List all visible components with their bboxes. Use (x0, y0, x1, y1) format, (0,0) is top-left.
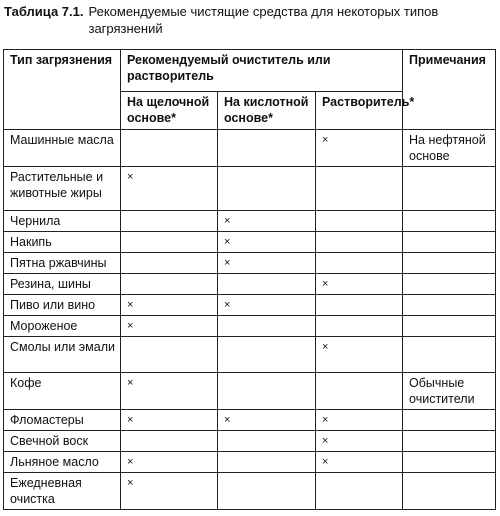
note-cell (403, 211, 496, 232)
table-caption (4, 3, 494, 37)
table-row (4, 373, 496, 410)
note-cell (403, 410, 496, 431)
alkaline-mark-cell: × (121, 410, 218, 431)
dirt-type-cell: Мороженое (4, 316, 121, 337)
note-cell: На нефтяной основе (403, 130, 496, 167)
dirt-type-cell: Машинные масла (4, 130, 121, 167)
table-row (4, 473, 496, 510)
note-cell (403, 253, 496, 274)
table-row (4, 316, 496, 337)
acid-mark-cell (218, 452, 316, 473)
acid-mark-cell (218, 337, 316, 373)
solvent-mark-cell: × (316, 274, 403, 295)
note-cell (403, 337, 496, 373)
dirt-type-cell: Пятна ржавчины (4, 253, 121, 274)
note-cell (403, 167, 496, 211)
solvent-mark-cell (316, 473, 403, 510)
table-row (4, 167, 496, 211)
solvent-mark-cell (316, 253, 403, 274)
table-row (4, 130, 496, 167)
alkaline-mark-cell: × (121, 316, 218, 337)
dirt-type-cell: Накипь (4, 232, 121, 253)
alkaline-mark-cell (121, 274, 218, 295)
note-cell (403, 316, 496, 337)
solvent-mark-cell (316, 295, 403, 316)
table-row (4, 274, 496, 295)
dirt-type-cell: Фломастеры (4, 410, 121, 431)
alkaline-mark-cell (121, 211, 218, 232)
dirt-type-cell: Ежедневная очистка (4, 473, 121, 510)
table-row (4, 211, 496, 232)
acid-mark-cell (218, 473, 316, 510)
dirt-type-cell: Чернила (4, 211, 121, 232)
acid-mark-cell (218, 130, 316, 167)
note-cell (403, 274, 496, 295)
note-cell (403, 295, 496, 316)
caption-text: Рекомендуемые чистящие средства для некоторых типов загрязнений (88, 4, 439, 36)
acid-mark-cell (218, 167, 316, 211)
dirt-type-cell: Растительные и животные жиры (4, 167, 121, 211)
solvent-mark-cell (316, 232, 403, 253)
alkaline-mark-cell: × (121, 295, 218, 316)
cleaners-table (3, 49, 496, 510)
table-row (4, 410, 496, 431)
solvent-mark-cell (316, 211, 403, 232)
caption-label: Таблица 7.1. (4, 4, 84, 19)
acid-mark-cell: × (218, 253, 316, 274)
dirt-type-cell: Пиво или вино (4, 295, 121, 316)
alkaline-mark-cell (121, 130, 218, 167)
table-row (4, 253, 496, 274)
header-notes: Примечания (403, 50, 496, 130)
acid-mark-cell: × (218, 295, 316, 316)
note-cell: Обычные очистители (403, 373, 496, 410)
alkaline-mark-cell: × (121, 167, 218, 211)
solvent-mark-cell: × (316, 130, 403, 167)
solvent-mark-cell: × (316, 337, 403, 373)
acid-mark-cell (218, 373, 316, 410)
header-alkaline: На щелочной основе* (121, 92, 218, 130)
alkaline-mark-cell (121, 253, 218, 274)
header-cleaner: Рекомендуемый очиститель или растворитель (121, 50, 403, 92)
acid-mark-cell: × (218, 211, 316, 232)
note-cell (403, 232, 496, 253)
acid-mark-cell (218, 274, 316, 295)
acid-mark-cell (218, 316, 316, 337)
acid-mark-cell (218, 431, 316, 452)
acid-mark-cell: × (218, 232, 316, 253)
table-row (4, 431, 496, 452)
table-row (4, 337, 496, 373)
note-cell (403, 473, 496, 510)
header-solvent: Растворитель* (316, 92, 403, 130)
alkaline-mark-cell (121, 337, 218, 373)
solvent-mark-cell: × (316, 431, 403, 452)
acid-mark-cell: × (218, 410, 316, 431)
solvent-mark-cell (316, 167, 403, 211)
table-row (4, 452, 496, 473)
note-cell (403, 431, 496, 452)
dirt-type-cell: Кофе (4, 373, 121, 410)
dirt-type-cell: Свечной воск (4, 431, 121, 452)
header-dirt-type: Тип загрязнения (4, 50, 121, 130)
table-body (4, 130, 496, 510)
dirt-type-cell: Смолы или эмали (4, 337, 121, 373)
solvent-mark-cell (316, 316, 403, 337)
dirt-type-cell: Резина, шины (4, 274, 121, 295)
alkaline-mark-cell: × (121, 473, 218, 510)
table-row (4, 232, 496, 253)
header-acid: На кислотной основе* (218, 92, 316, 130)
dirt-type-cell: Льняное масло (4, 452, 121, 473)
alkaline-mark-cell: × (121, 373, 218, 410)
alkaline-mark-cell: × (121, 452, 218, 473)
note-cell (403, 452, 496, 473)
solvent-mark-cell (316, 373, 403, 410)
table-row (4, 295, 496, 316)
solvent-mark-cell: × (316, 410, 403, 431)
alkaline-mark-cell (121, 232, 218, 253)
solvent-mark-cell: × (316, 452, 403, 473)
alkaline-mark-cell (121, 431, 218, 452)
